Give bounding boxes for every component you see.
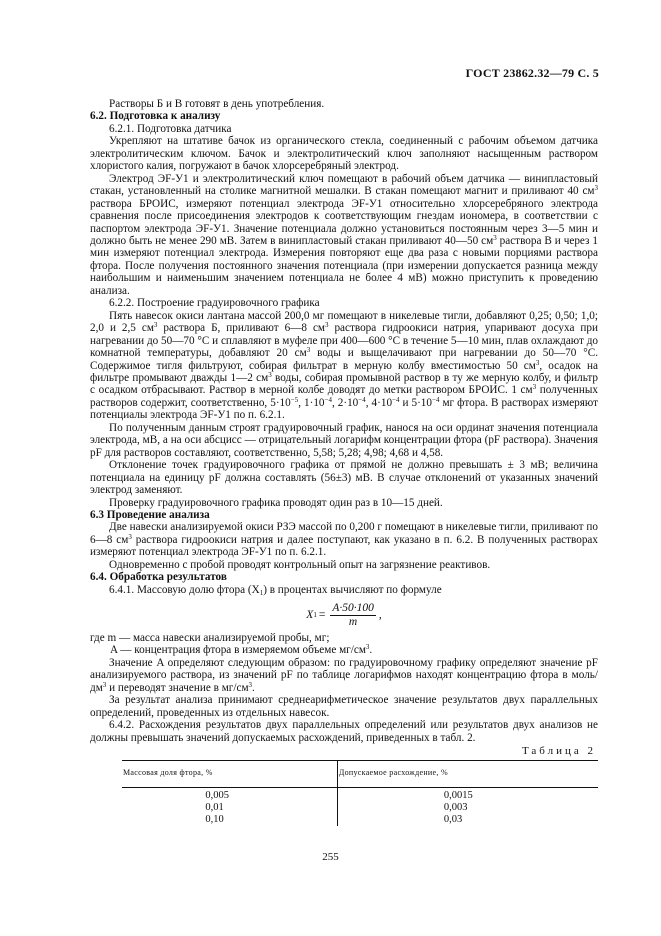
- paragraph: [90, 657, 598, 694]
- cell-value: 0,03: [443, 813, 463, 825]
- text-run: ) в процентах вычисляют по формуле: [263, 583, 442, 596]
- text-run: раствора В и через 1 мин измеряют потенциал электрода. Измерения повторяют еще два раза с новыми порциями раствора фтора. После получения постоянного значения потенциала (при измерении допускается разница между наибольшим и наименьшим значением потенциала не более 4 мВ) можно приступить к проведению анализа.: [90, 234, 598, 297]
- table-row: [122, 814, 598, 826]
- superscript: 3: [153, 321, 158, 330]
- paragraph: [90, 584, 598, 596]
- where-line: [90, 644, 598, 656]
- heading-text: 6.2. Подготовка к анализу: [90, 110, 221, 123]
- section-heading-6-2: [90, 110, 598, 122]
- superscript: 3: [268, 370, 272, 379]
- table-cell: [122, 802, 337, 814]
- text-run: , 1·10: [298, 396, 325, 409]
- superscript: 3: [532, 383, 537, 392]
- text-run: и 5·10: [399, 396, 432, 409]
- paragraph: Отклонение точек градуировочного графика от прямой не должно превышать ± 3 мВ; величина потенциала на единицу pF должна составлять (56±3) мВ. В случае отклонений от указанных значений электрод заменяют.: [90, 459, 598, 497]
- text-run: мг фтора. В растворах измеряют потенциалы электрода ЭF-У1 по п. 6.2.1.: [90, 396, 599, 422]
- text-run: , 2·10: [331, 396, 359, 409]
- table-cell: [122, 787, 337, 802]
- text-run: Пять навесок окиси лантана массой 200,0 мг помещают в никелевые тигли, добавляют 0,25; 0,50; 1,0; 2,0 и 2,5 см: [90, 309, 598, 335]
- table-caption: Таблица 2: [521, 745, 596, 758]
- paragraph: [90, 173, 598, 298]
- text-run: воды и выщелачивают при нагревании до 50—70 °С. Содержимое тигля фильтруют, собирая фильтрат в мерную колбу вместимостью 50 см: [90, 347, 598, 372]
- text-run: раствора Б, приливают 6—8 см: [157, 322, 325, 335]
- paragraph: Проверку градуировочного графика проводят один раз в 10—15 дней.: [109, 496, 443, 509]
- paragraph: Одновременно с пробой проводят контрольный опыт на загрязнение реактивов.: [109, 558, 491, 571]
- superscript: 3: [248, 680, 253, 689]
- superscript: −4: [392, 395, 400, 404]
- cell-value: 0,003: [443, 801, 468, 813]
- paragraph: 6.4.2. Расхождения результатов двух параллельных определений или результатов двух анализов не должны превышать значений допускаемых расхождений, приведенных в табл. 2.: [90, 719, 598, 744]
- formula-comma: ,: [378, 608, 382, 621]
- text-run: , 4·10: [365, 396, 393, 409]
- where-line: где m — масса навески анализируемой пробы, мг;: [90, 632, 330, 645]
- superscript: −4: [432, 395, 440, 404]
- cell-value: 0,01: [205, 801, 224, 813]
- page-header: ГОСТ 23862.32—79 С. 5: [465, 66, 599, 80]
- page-number: 255: [322, 851, 339, 863]
- formula: X 1 = $\frac{A\cdot 50\cdot 100}{m}$ ,: [306, 602, 382, 628]
- paragraph: За результат анализа принимают среднеарифметическое значение результатов двух параллельных определений, проведенных из отдельных навесок.: [90, 694, 598, 719]
- table-cell: [337, 814, 598, 826]
- table-cell: [337, 787, 598, 802]
- text-run: Две навески анализируемой окиси РЗЭ массой по 0,200 г помещают в никелевые тигли, приливают по 6—8 см: [90, 521, 598, 546]
- paragraph: По полученным данным строят градуировочный график, нанося на оси ординат значения потенциала электрода, мВ, а на оси абсцисс — отрицательный логарифм концентрации фтора (pF раствора). Значения pF для растворов составляют, соответственно, 5,58; 5,28; 4,98; 4,68 и 4,58.: [90, 421, 598, 459]
- text-run: и переводят значение в мг/см: [106, 681, 249, 694]
- formula-fraction: [330, 602, 376, 628]
- tolerance-table: [122, 760, 598, 826]
- paragraph: Укрепляют на штативе бачок из органического стекла, соединенный с рабочим объемом датчика электролитическим ключом. Бачок и электролитический ключ заполняют насыщенным раствором хлористого калия, погружают в бачок хлорсеребряный электрод.: [90, 135, 598, 173]
- superscript: 3: [128, 532, 132, 541]
- table-row: [122, 787, 598, 802]
- table-cell: [122, 814, 337, 826]
- subsection-heading-6-2-2: 6.2.2. Построение градуировочного графика: [109, 297, 320, 310]
- superscript: 3: [493, 233, 497, 242]
- superscript: −4: [324, 395, 332, 404]
- superscript: 3: [535, 358, 540, 367]
- superscript: −4: [358, 395, 366, 404]
- text-run: Электрод ЭF-У1 и электролитический ключ помещают в рабочий объем датчика — винипластовый стакан, установленный на столике магнитной мешалки. В стакан помещают магнит и приливают 40 см: [90, 172, 598, 198]
- formula-equals: =: [318, 608, 326, 621]
- column-header: Допускаемое расхождение, %: [337, 760, 598, 787]
- section-heading-6-3: 6.3 Проведение анализа: [90, 508, 210, 521]
- document-body: [90, 98, 598, 826]
- text-run: воды, собирая промывной раствор в ту же мерную колбу, и фильтр с осадком отбрасывают. Раствор в мерной колбе доводят до метки раствором БРОИС. 1 см: [90, 371, 598, 397]
- formula-variable: X: [306, 608, 314, 621]
- cell-value: 0,0015: [443, 789, 473, 801]
- section-heading-6-4: 6.4. Обработка результатов: [90, 571, 227, 584]
- text-run: раствора гидроокиси натрия, упаривают досуха при нагревании до 50—70 °С и сплавляют в муфеле при 400—600 °С в течение 5—10 мин, плав охлаждают до комнатной температуры, добавляют 20 см: [90, 322, 598, 360]
- table-row: [122, 802, 598, 814]
- text-run: .: [252, 681, 255, 694]
- superscript: 3: [365, 643, 370, 652]
- formula-numerator: A·50·100: [332, 602, 374, 615]
- column-header: Массовая доля фтора, %: [122, 760, 337, 787]
- cell-value: 0,10: [205, 813, 224, 825]
- table-header-row: [122, 760, 598, 787]
- paragraph: [90, 310, 598, 422]
- text-run: , осадок на фильтре промывают дважды 1—2 см: [90, 359, 598, 384]
- text-run: раствора гидроокиси натрия и далее поступают, как указано в п. 6.2. В полученных растворах измеряют потенциал электрода ЭF-У1 по п. 6.2.1.: [90, 533, 598, 559]
- superscript: −5: [290, 395, 299, 404]
- superscript: 3: [102, 680, 107, 689]
- text-run: .: [369, 644, 373, 657]
- superscript: 3: [306, 346, 311, 355]
- paragraph: [90, 521, 598, 558]
- text-run: 6.4.1. Массовую долю фтора (X: [109, 583, 260, 596]
- table-cell: [337, 802, 598, 814]
- cell-value: 0,005: [205, 789, 230, 801]
- subsection-heading-6-2-1: 6.2.1. Подготовка датчика: [109, 122, 232, 135]
- formula-denominator: m: [348, 615, 358, 628]
- subscript: 1: [259, 588, 264, 597]
- text-run: A — концентрация фтора в измеряемом объеме мг/см: [110, 644, 366, 657]
- text-run: Значение A определяют следующим образом: по градуировочному графику определяют значение pF анализируемого раствора, из значений pF по таблице логарифмов находят концентрацию фтора в моль/дм: [90, 656, 598, 694]
- superscript: 3: [594, 184, 598, 193]
- paragraph: Растворы Б и В готовят в день употребления.: [109, 98, 325, 110]
- text-run: полученных растворов содержит, соответственно, 5·10: [90, 384, 599, 409]
- text-run: раствора БРОИС, измеряют потенциал электрода ЭF-У1 относительно хлорсеребряного электрода сравнения после присоединения электродов к соответствующим гнездам иономера, в соответствии с паспортом электрода ЭF-У1. Значение потенциала должно установиться постоянным через 3—5 мин и должно быть не менее 290 мВ. Затем в винипластовый стакан приливают 40—50 см: [90, 197, 598, 247]
- superscript: 3: [324, 321, 329, 330]
